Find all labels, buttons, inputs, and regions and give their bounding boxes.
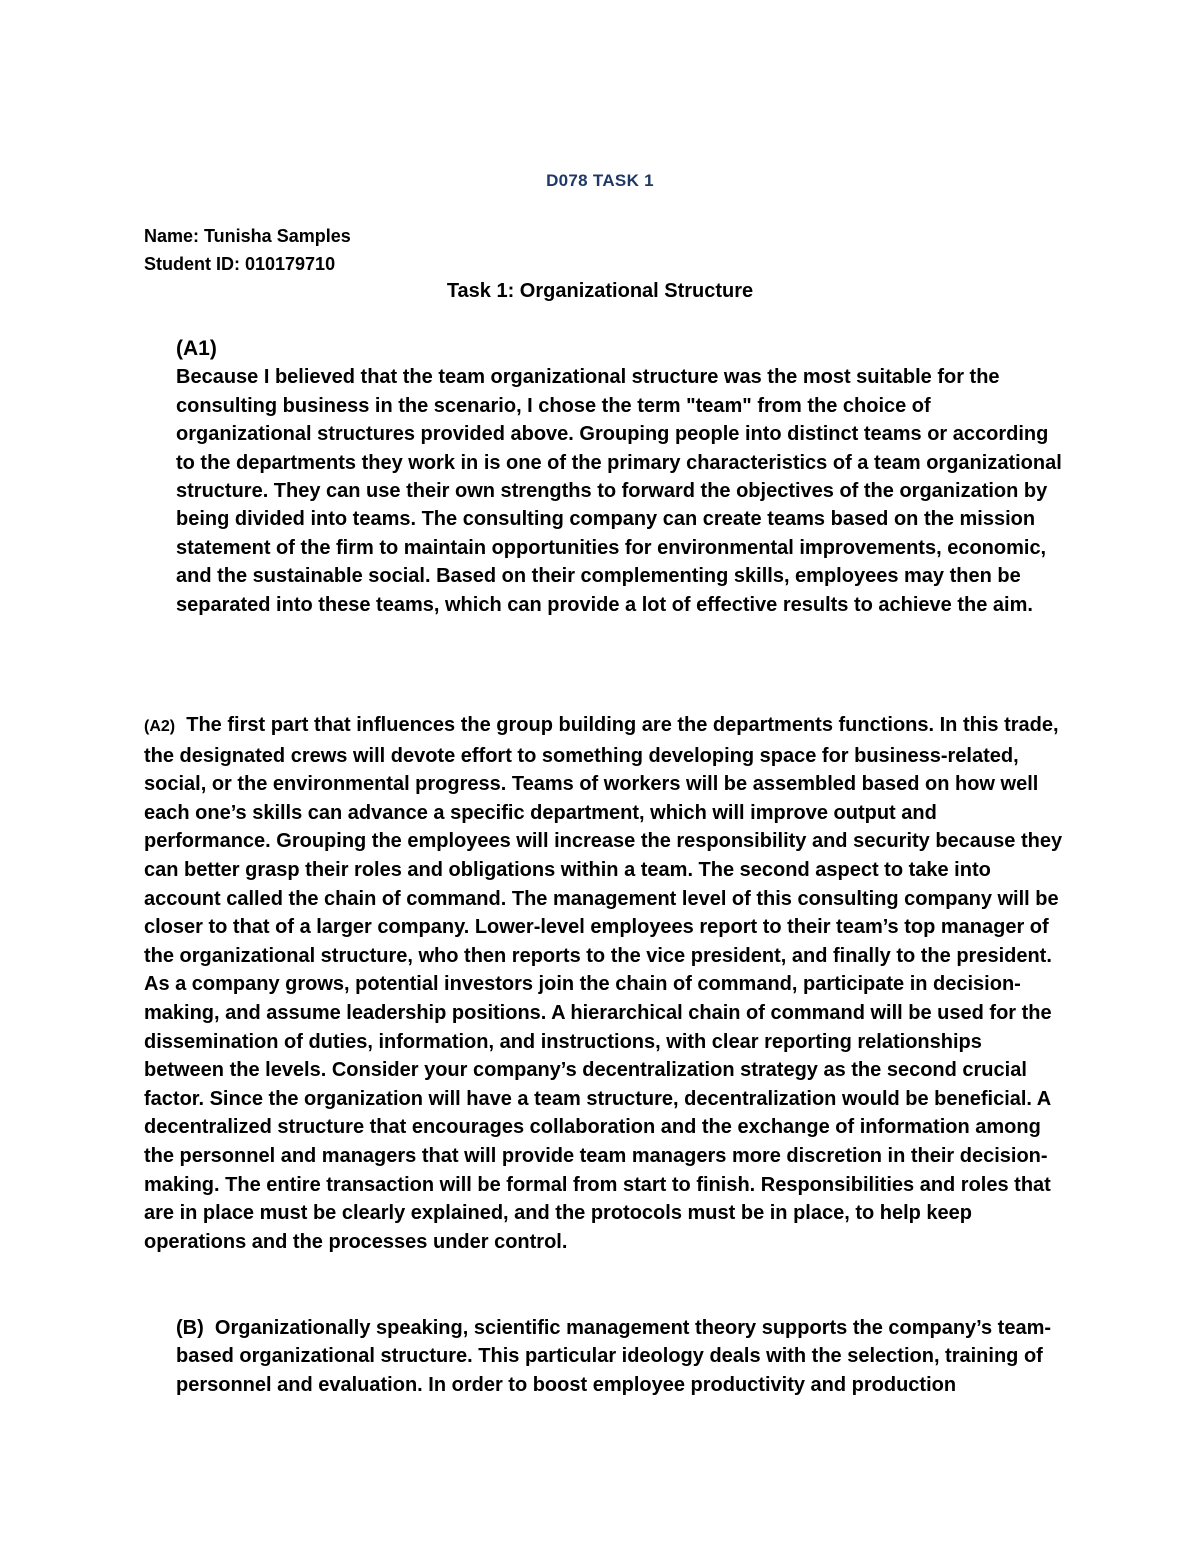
task-heading: Task 1: Organizational Structure <box>446 280 754 302</box>
section-b-text: Organizationally speaking, scientific management theory supports the company’s team-based organizational structure. This particular ideology deals with the selection, training of personnel and evaluation. In order to boost employee productivity and production <box>176 1317 1052 1396</box>
section-b <box>176 1314 1056 1399</box>
section-a2 <box>144 711 1064 1256</box>
student-name: Name: Tunisha Samples <box>144 226 351 246</box>
document-title: D078 TASK 1 <box>546 171 654 190</box>
section-b-label: (B) <box>176 1317 204 1339</box>
section-a2-text: The first part that influences the group building are the departments functions. In this trade, the designated crews will devote effort to something developing space for business-related, social, or the environmental progress. Teams of workers will be assembled based on how well each one’s skills can advance a specific department, which will improve output and performance. Grouping the employees will increase the responsibility and security because they can better grasp their roles and obligations within a team. The second aspect to take into account called the chain of command. The management level of this consulting company will be closer to that of a larger company. Lower-level employees report to their team’s top manager of the organizational structure, who then reports to the vice president, and finally to the president. As a company grows, potential investors join the chain of command, participate in decision-making, and assume leadership positions. A hierarchical chain of command will be used for the dissemination of duties, information, and instructions, with clear reporting relationships between the levels. Consider your company’s decentralization strategy as the second crucial factor. Since the organization will have a team structure, decentralization would be beneficial. A decentralized structure that encourages collaboration and the exchange of information among the personnel and managers that will provide team managers more discretion in their decision-making. The entire transaction will be formal from start to finish. Responsibilities and roles that are in place must be clearly explained, and the protocols must be in place, to help keep operations and the processes under control. <box>144 714 1063 1253</box>
section-a2-label: (A2) <box>144 718 176 735</box>
section-a1-text: Because I believed that the team organizational structure was the most suitable for the consulting business in the scenario, I chose the term "team" from the choice of organizational structures provided above. Grouping people into distinct teams or according to the departments they work in is one of the primary characteristics of a team organizational structure. They can use their own strengths to forward the objectives of the organization by being divided into teams. The consulting company can create teams based on the mission statement of the firm to maintain opportunities for environmental improvements, economic, and the sustainable social. Based on their complementing skills, employees may then be separated into these teams, which can provide a lot of effective results to achieve the aim. <box>176 366 1062 616</box>
section-a1 <box>176 335 1066 619</box>
section-a1-label: (A1) <box>176 337 217 360</box>
student-id: Student ID: 010179710 <box>144 254 336 274</box>
